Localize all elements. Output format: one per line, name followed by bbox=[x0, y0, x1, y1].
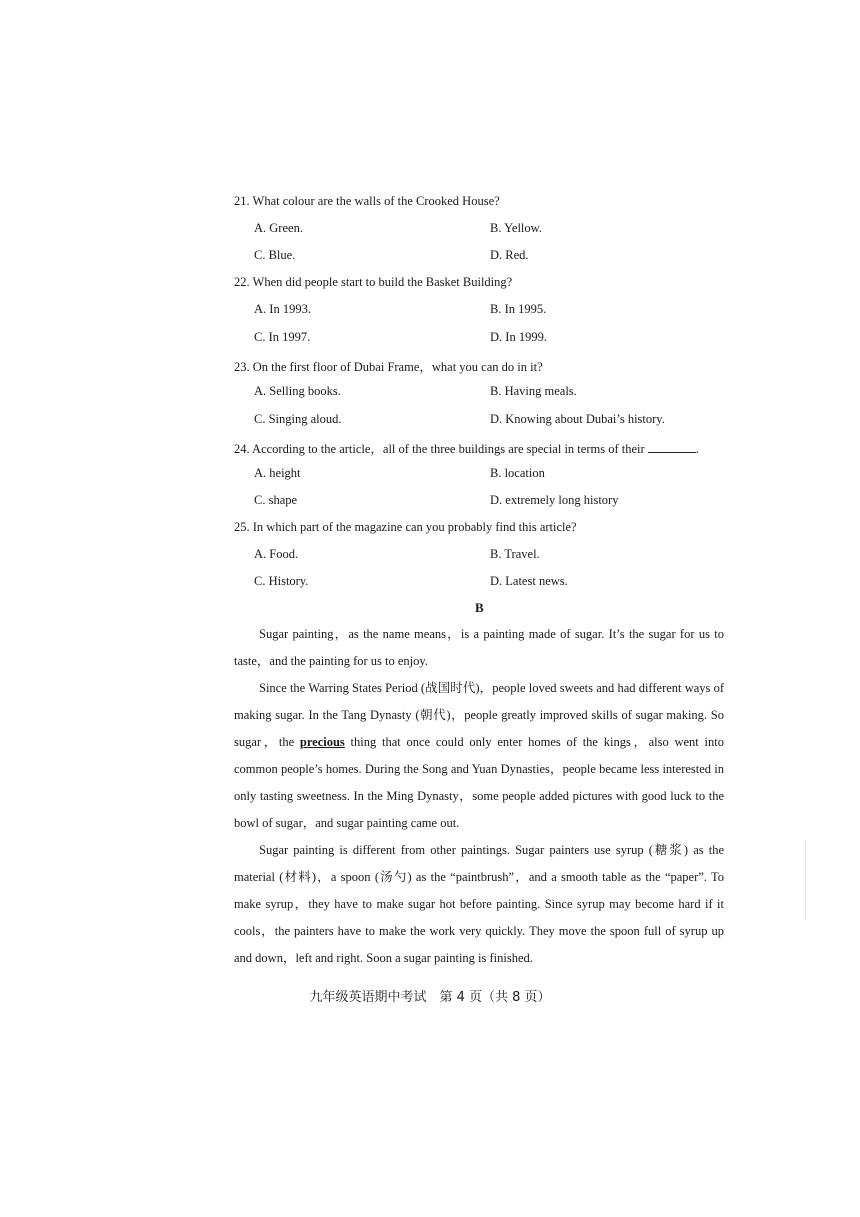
option-a: A. Green. bbox=[254, 221, 303, 235]
option-c: C. History. bbox=[254, 574, 309, 588]
option-d: D. extremely long history bbox=[490, 493, 619, 507]
option-d: D. In 1999. bbox=[490, 330, 547, 344]
passage-paragraph: Sugar painting is different from other paintings. Sugar painters use syrup (糖浆) as the material (材料)，a spoon (汤勺) as the “paintbrush”，and a smooth table as the “paper”. To make syrup，they have to make sugar hot before painting. Since syrup may become hard if it cools，the painters have to make the work very quickly. They move the spoon full of syrup up and down，left and right. Soon a sugar painting is finished. bbox=[234, 843, 724, 965]
reading-passage bbox=[234, 621, 724, 972]
option-b: B. Having meals. bbox=[490, 384, 577, 398]
question-stem-end: . bbox=[695, 442, 699, 456]
question-stem: 21. What colour are the walls of the Crooked House? bbox=[234, 194, 500, 208]
option-c: C. Blue. bbox=[254, 248, 296, 262]
option-b: B. Yellow. bbox=[490, 221, 542, 235]
option-c: C. Singing aloud. bbox=[254, 412, 342, 426]
option-b: B. In 1995. bbox=[490, 302, 547, 316]
section-title: B bbox=[475, 600, 484, 615]
question-stem bbox=[234, 439, 699, 457]
question-stem: 22. When did people start to build the Basket Building? bbox=[234, 275, 513, 289]
option-a: A. In 1993. bbox=[254, 302, 311, 316]
option-d: D. Red. bbox=[490, 248, 529, 262]
answer-blank bbox=[648, 441, 696, 453]
option-a: A. height bbox=[254, 466, 301, 480]
option-c: C. shape bbox=[254, 493, 298, 507]
passage-paragraph: Sugar painting，as the name means，is a painting made of sugar. It’s the sugar for us to taste，and the painting for us to enjoy. bbox=[234, 627, 724, 668]
question-stem-text: 24. According to the article，all of the three buildings are special in terms of their bbox=[234, 442, 645, 456]
option-c: C. In 1997. bbox=[254, 330, 311, 344]
question-stem: 23. On the first floor of Dubai Frame，what you can do in it? bbox=[234, 360, 543, 374]
option-d: D. Knowing about Dubai’s history. bbox=[490, 412, 665, 426]
highlighted-word: precious bbox=[299, 735, 345, 749]
option-b: B. location bbox=[490, 466, 545, 480]
scan-edge-mark bbox=[805, 840, 806, 920]
passage-text: Since the Warring States Period (战国时代)，people loved sweets and had different ways of making sugar. In the Tang Dynasty (朝代)，people greatly improved skills of sugar making. So sugar，the bbox=[234, 681, 724, 749]
option-b: B. Travel. bbox=[490, 547, 540, 561]
option-a: A. Food. bbox=[254, 547, 299, 561]
option-d: D. Latest news. bbox=[490, 574, 568, 588]
page-footer: 九年级英语期中考试 第 4 页（共 8 页） bbox=[309, 990, 551, 1005]
passage-paragraph bbox=[234, 675, 724, 837]
passage-text: thing that once could only enter homes of the kings，also went into common people’s homes. During the Song and Yuan Dynasties，people became less interested in only tasting sweetness. In the Ming Dynasty，some people added pictures with good luck to the bowl of sugar，and sugar painting came out. bbox=[234, 735, 724, 830]
question-stem: 25. In which part of the magazine can you probably find this article? bbox=[234, 520, 577, 534]
option-a: A. Selling books. bbox=[254, 384, 341, 398]
